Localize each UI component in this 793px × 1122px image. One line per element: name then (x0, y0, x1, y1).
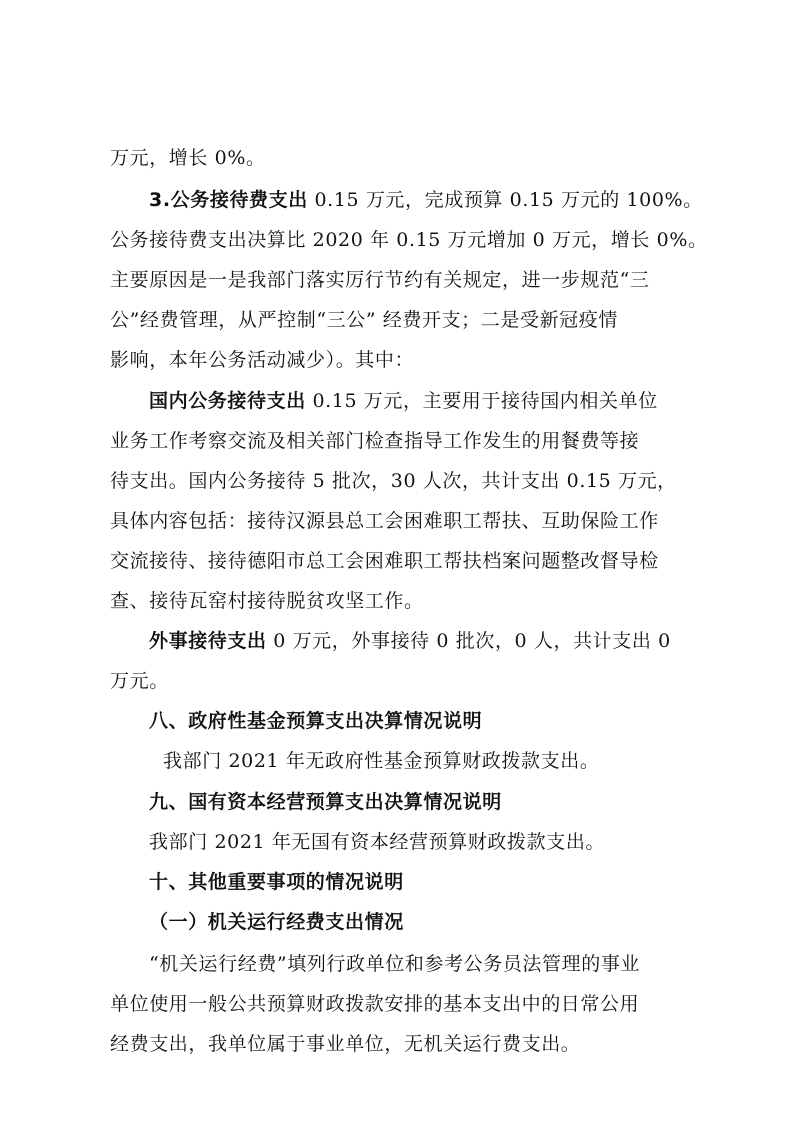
paragraph-line: 单位使用一般公共预算财政拨款安排的基本支出中的日常公用 (110, 993, 640, 1015)
subsection-heading: （一）机关运行经费支出情况 (149, 911, 404, 933)
paragraph-line: 我部门 2021 年无政府性基金预算财政拨款支出。 (163, 750, 600, 772)
section-heading: 八、政府性基金预算支出决算情况说明 (149, 710, 483, 732)
paragraph-line: 主要原因是一是我部门落实厉行节约有关规定，进一步规范“三 (110, 269, 650, 291)
bold-label: 3.公务接待费支出 (149, 189, 308, 211)
paragraph-line: 待支出。国内公务接待 5 批次，30 人次，共计支出 0.15 万元， (110, 470, 677, 492)
paragraph-line: 我部门 2021 年无国有资本经营预算财政拨款支出。 (149, 831, 606, 853)
paragraph-line: 具体内容包括：接待汉源县总工会困难职工帮扶、互助保险工作 (110, 510, 659, 532)
paragraph-line: 查、接待瓦窑村接待脱贫攻坚工作。 (110, 590, 424, 612)
paragraph-line: 交流接待、接待德阳市总工会困难职工帮扶档案问题整改督导检 (110, 550, 659, 572)
paragraph-line: 公务接待费支出决算比 2020 年 0.15 万元增加 0 万元，增长 0%。 (110, 229, 708, 251)
section-heading: 九、国有资本经营预算支出决算情况说明 (149, 791, 502, 813)
paragraph-line: 3.公务接待费支出 0.15 万元，完成预算 0.15 万元的 100%。 (149, 189, 703, 211)
paragraph-line: 经费支出，我单位属于事业单位，无机关运行费支出。 (110, 1033, 581, 1055)
paragraph-line: “机关运行经费”填列行政单位和参考公务员法管理的事业 (149, 953, 641, 975)
section-heading: 十、其他重要事项的情况说明 (149, 871, 404, 893)
paragraph-line: 万元，增长 0%。 (110, 147, 266, 169)
paragraph-line: 公”经费管理，从严控制“三公” 经费开支；二是受新冠疫情 (110, 309, 618, 331)
bold-label: 国内公务接待支出 (149, 390, 306, 412)
paragraph-line: 万元。 (110, 670, 169, 692)
paragraph-line: 业务工作考察交流及相关部门检查指导工作发生的用餐费等接 (110, 430, 640, 452)
paragraph-line: 国内公务接待支出 0.15 万元，主要用于接待国内相关单位 (149, 390, 658, 412)
paragraph-line: 外事接待支出 0 万元，外事接待 0 批次，0 人，共计支出 0 (149, 630, 671, 652)
bold-label: 外事接待支出 (149, 630, 267, 652)
paragraph-line: 影响，本年公务活动减少）。其中： (110, 349, 415, 371)
